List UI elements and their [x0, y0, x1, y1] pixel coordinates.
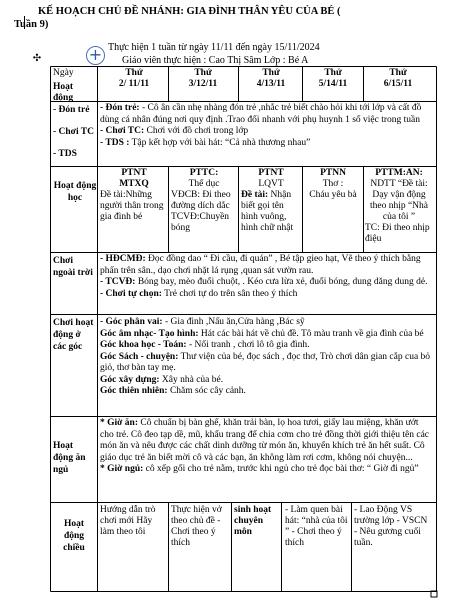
day-header-3: Thứ 4/13/11	[256, 68, 286, 89]
day-header-5: Thứ 6/15/11	[383, 68, 413, 89]
row-outdoor-content: - HĐCMĐ: Đọc đồng dao “ Đi cầu, đi quán” , Bé tập gieo hạt, Vẽ theo ý thích bằng phấn trên sân., dạo chơi nhặt lá rụng ,quan sát vườn rau. - TCVĐ: Bóng bay, mèo đuổi chuột, . Kéo cưa lừa xẻ, đuổi bóng, dung dăng dung dẻ. - Chơi tự chọn: Trẻ chơi tự do trên sân theo ý thích	[100, 254, 428, 299]
corner-day-label: Ngày	[53, 68, 74, 78]
plan-teacher-class: Giáo viên thực hiện : Cao Thị Sâm Lớp : Bé A	[122, 55, 309, 66]
day-header-2: Thứ 3/12/11	[188, 68, 218, 89]
corner-activity-label: Hoạt động	[53, 82, 74, 103]
learning-col-1: PTNT MTXQ Đề tài:Những người thân trong gia đình bé	[100, 168, 164, 222]
row-welcome-content: - Đón trẻ: - Cô ân cần nhẹ nhàng đón trẻ ,nhắc trẻ biết chào hỏi khi tới lớp và cất đồ dùng cá nhân đúng nơi quy định .Trao đổi nhanh với phụ huynh 1 số việc trong tuần - Chơi TC: Chơi với đồ chơi trong lớp - TDS : Tập kết hợp với bài hát: “Cả nhà thương nhau”	[100, 103, 422, 148]
move-table-handle-icon[interactable]: ✣	[32, 53, 42, 64]
afternoon-col-4: - Làm quen bài hát: “nhà của tôi ” - Chơi theo ý thích	[285, 505, 348, 548]
day-header-1: Thứ 2/ 11/11	[118, 68, 150, 89]
plan-title-week: Tuần 9)	[14, 19, 49, 30]
row-outdoor-label: Chơi ngoài trời	[53, 256, 93, 278]
row-corners-label: Chơi hoạt động ở các góc	[53, 318, 94, 352]
row-learning-label: Hoạt động học	[53, 181, 97, 203]
plan-title: KẾ HOẠCH CHỦ ĐỀ NHÁNH: GIA ĐÌNH THÂN YÊU CỦA BÉ (	[38, 6, 341, 17]
learning-col-3: PTNT LQVT Đề tài: Nhận biết gọi tên hình vuông, hình chữ nhật	[241, 168, 294, 233]
afternoon-col-2: Thực hiện vở theo chủ đề - Chơi theo ý thích	[171, 505, 222, 548]
row-corners-content: - Góc phân vai: - Gia đình ,Nấu ăn,Cửa hàng ,Bác sỹ Góc âm nhạc- Tạo hình: Hát các bài hát về chủ đề. Tô màu tranh về gia đình của bé Góc khoa học - Toán: - Nối tranh , chơi lô tô gia đình. Góc Sách - chuyện: Thư viện của bé, đọc sách , đọc thơ, Trò chơi dân gian cắp cua bỏ giỏ, thơ bàn tay mẹ. Góc xây dựng: Xây nhà của bé. Góc thiên nhiên: Chăm sóc cây cảnh.	[100, 317, 431, 396]
plan-period: Thực hiện 1 tuần từ ngày 11/11 đến ngày 15/11/2024	[108, 42, 320, 53]
learning-col-2: PTTC: Thể dục VĐCB: Đi theo đường dích dắc TCVĐ:Chuyền bóng	[171, 168, 231, 233]
learning-col-4: PTNN Thơ : Cháu yêu bà	[309, 168, 357, 200]
row-afternoon-label: Hoạt động chiều	[63, 519, 85, 553]
row-meal-sleep-content: * Giờ ăn: Cô chuẩn bị bàn ghế, khăn trải bàn, lọ hoa tươi, giấy lau miệng, khăn ướt cho trẻ. Cô đeo tạp dề, mũ, khẩu trang để chia cơm cho trẻ đồng thời giới thiệu tên các món ăn và nêu được các chất dinh dưỡng từ món ăn, khuyến khích trẻ ăn hết suất. Cô giáo dục trẻ ăn biết mời cô và các bạn, ăn không làm rơi cơm, không nói chuyện... * Giờ ngủ: cô xếp gối cho trẻ nằm, trước khi ngủ cho trẻ đọc bài thơ: “ Giờ đi ngủ”	[100, 418, 429, 474]
afternoon-col-5: - Lao Động VS trường lớp - VSCN - Nêu gương cuối tuần.	[354, 505, 428, 548]
learning-col-5: PTTM:ÂN: NDTT “Đề tài: Dạy vận động theo nhịp “Nhà của tôi ” TC: Đi theo nhịp điệu	[365, 168, 430, 244]
row-welcome-labels: - Đón trẻ - Chơi TC - TDS	[53, 105, 94, 159]
row-meal-sleep-label: Hoạt động ăn ngủ	[53, 441, 86, 475]
day-header-4: Thứ 5/14/11	[318, 68, 348, 89]
afternoon-col-3: sinh hoạt chuyên môn	[234, 505, 272, 537]
add-column-button-icon[interactable]: +	[86, 46, 105, 65]
afternoon-col-1: Hướng dẫn trò chơi mới Hãy làm theo tôi	[100, 505, 156, 537]
